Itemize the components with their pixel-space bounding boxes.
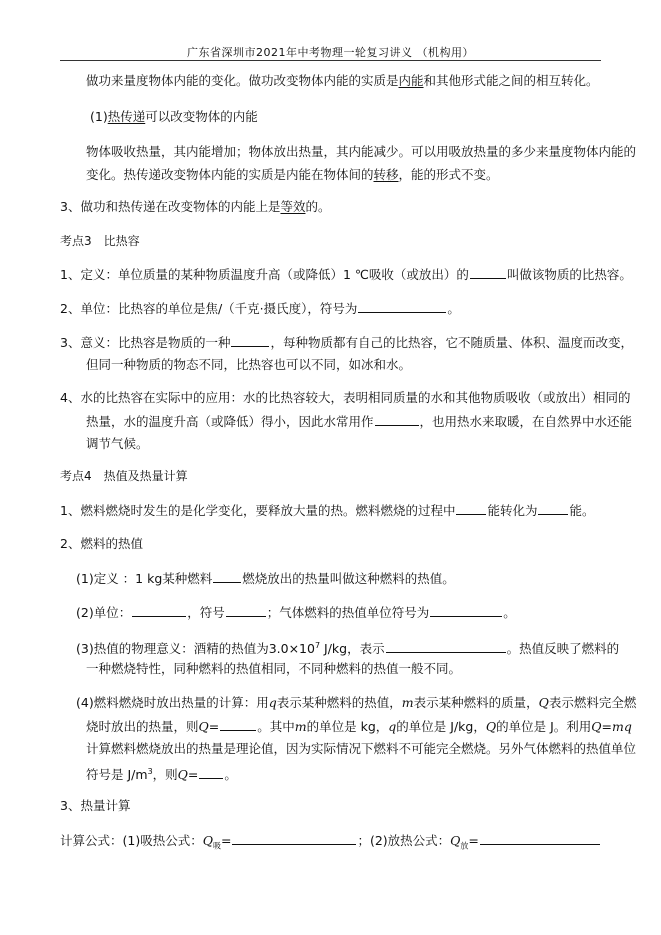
blank-field — [456, 502, 486, 515]
blank-field — [226, 604, 266, 617]
blank-field — [220, 718, 256, 731]
heat-calculation: (4)燃料燃烧时放出热量的计算：用q表示某种燃料的热值，m表示某种燃料的质量，Q表示燃料完全燃 — [76, 695, 637, 710]
blank-field — [358, 300, 446, 313]
heat-calc-title: 3、热量计算 — [60, 798, 131, 813]
paragraph-heat-transfer-essence: 变化。热传递改变物体内能的实质是内能在物体间的转移，能的形式不变。 — [86, 167, 499, 182]
blank-field — [232, 832, 356, 845]
blank-field — [386, 640, 506, 653]
heat-value-meaning-cont: 一种燃烧特性，同种燃料的热值相同，不同种燃料的热值一般不同。 — [86, 661, 462, 676]
unit-specific-heat: 2、单位：比热容的单位是焦/（千克·摄氏度），符号为 。 — [60, 301, 460, 316]
water-application: 4、水的比热容在实际中的应用：水的比热容较大，表明相同质量的水和其他物质吸收（或放出）相同的 — [60, 390, 631, 405]
heat-calculation-cont: 烧时放出的热量，则Q= 。其中m的单位是 kg，q的单位是 J/kg，Q的单位是 J。利用Q=mq — [86, 719, 632, 734]
heat-formulas: 计算公式：(1)吸热公式：$Q_吸=$ ；(2)放热公式：$Q_放=$ — [60, 832, 601, 855]
heat-calculation-theory: 计算燃料燃烧放出的热量是理论值，因为实际情况下燃料不可能完全燃烧。另外气体燃料的热值单位 — [86, 741, 637, 756]
blank-field — [231, 334, 269, 347]
definition-specific-heat: 1、定义：单位质量的某种物质温度升高（或降低）1 ℃吸收（或放出）的 叫做该物质的比热容。 — [60, 267, 632, 282]
page-header: 广东省深圳市2021年中考物理一轮复习讲义 （机构用） — [187, 46, 474, 59]
blank-field — [470, 266, 506, 279]
meaning-specific-heat: 3、意义：比热容是物质的一种 ，每种物质都有自己的比热容，它不随质量、体积、温度而改变， — [60, 335, 633, 350]
blank-field — [480, 832, 600, 845]
section-heading-heat-value: 考点4 热值及热量计算 — [60, 469, 188, 483]
blank-field — [213, 570, 241, 583]
water-application-end: 调节气候。 — [86, 436, 149, 451]
heat-value-unit: (2)单位： ，符号 ；气体燃料的热值单位符号为 。 — [76, 605, 516, 620]
blank-field — [132, 604, 186, 617]
meaning-specific-heat-cont: 但同一种物质的物态不同，比热容也可以不同，如冰和水。 — [86, 357, 412, 372]
fuel-heat-value-title: 2、燃料的热值 — [60, 536, 143, 551]
paragraph-heat-absorb: 物体吸收热量，其内能增加；物体放出热量，其内能减少。可以用吸放热量的多少来量度物体内能的 — [86, 144, 637, 159]
water-application-cont: 热量，水的温度升高（或降低）得小，因此水常用作 ，也用热水来取暖，在自然界中水还能 — [86, 414, 633, 429]
heat-value-definition: (1)定义 ：1 kg某种燃料 燃烧放出的热量叫做这种燃料的热值。 — [76, 571, 455, 586]
heat-value-meaning: (3)热值的物理意义：酒精的热值为$3.0\times 10^7$ J/kg，表示 。热值反映了燃料的 — [76, 641, 620, 657]
section-heading-specific-heat: 考点3 比热容 — [60, 234, 140, 248]
point-equivalent: 3、做功和热传递在改变物体的内能上是等效的。 — [60, 199, 331, 214]
blank-field — [375, 413, 419, 426]
gas-fuel-unit: 符号是 $J/m^3$，则Q= 。 — [86, 767, 237, 783]
blank-field — [430, 604, 502, 617]
fuel-combustion: 1、燃料燃烧时发生的是化学变化，要释放大量的热。燃料燃烧的过程中 能转化为 能。 — [60, 503, 595, 518]
blank-field — [199, 766, 223, 779]
blank-field — [538, 502, 568, 515]
item-heat-transfer: (1)热传递可以改变物体的内能 — [90, 109, 258, 124]
paragraph-work-internal-energy: 做功来量度物体内能的变化。做功改变物体内能的实质是内能和其他形式能之间的相互转化。 — [86, 73, 599, 88]
header-rule — [60, 60, 601, 61]
